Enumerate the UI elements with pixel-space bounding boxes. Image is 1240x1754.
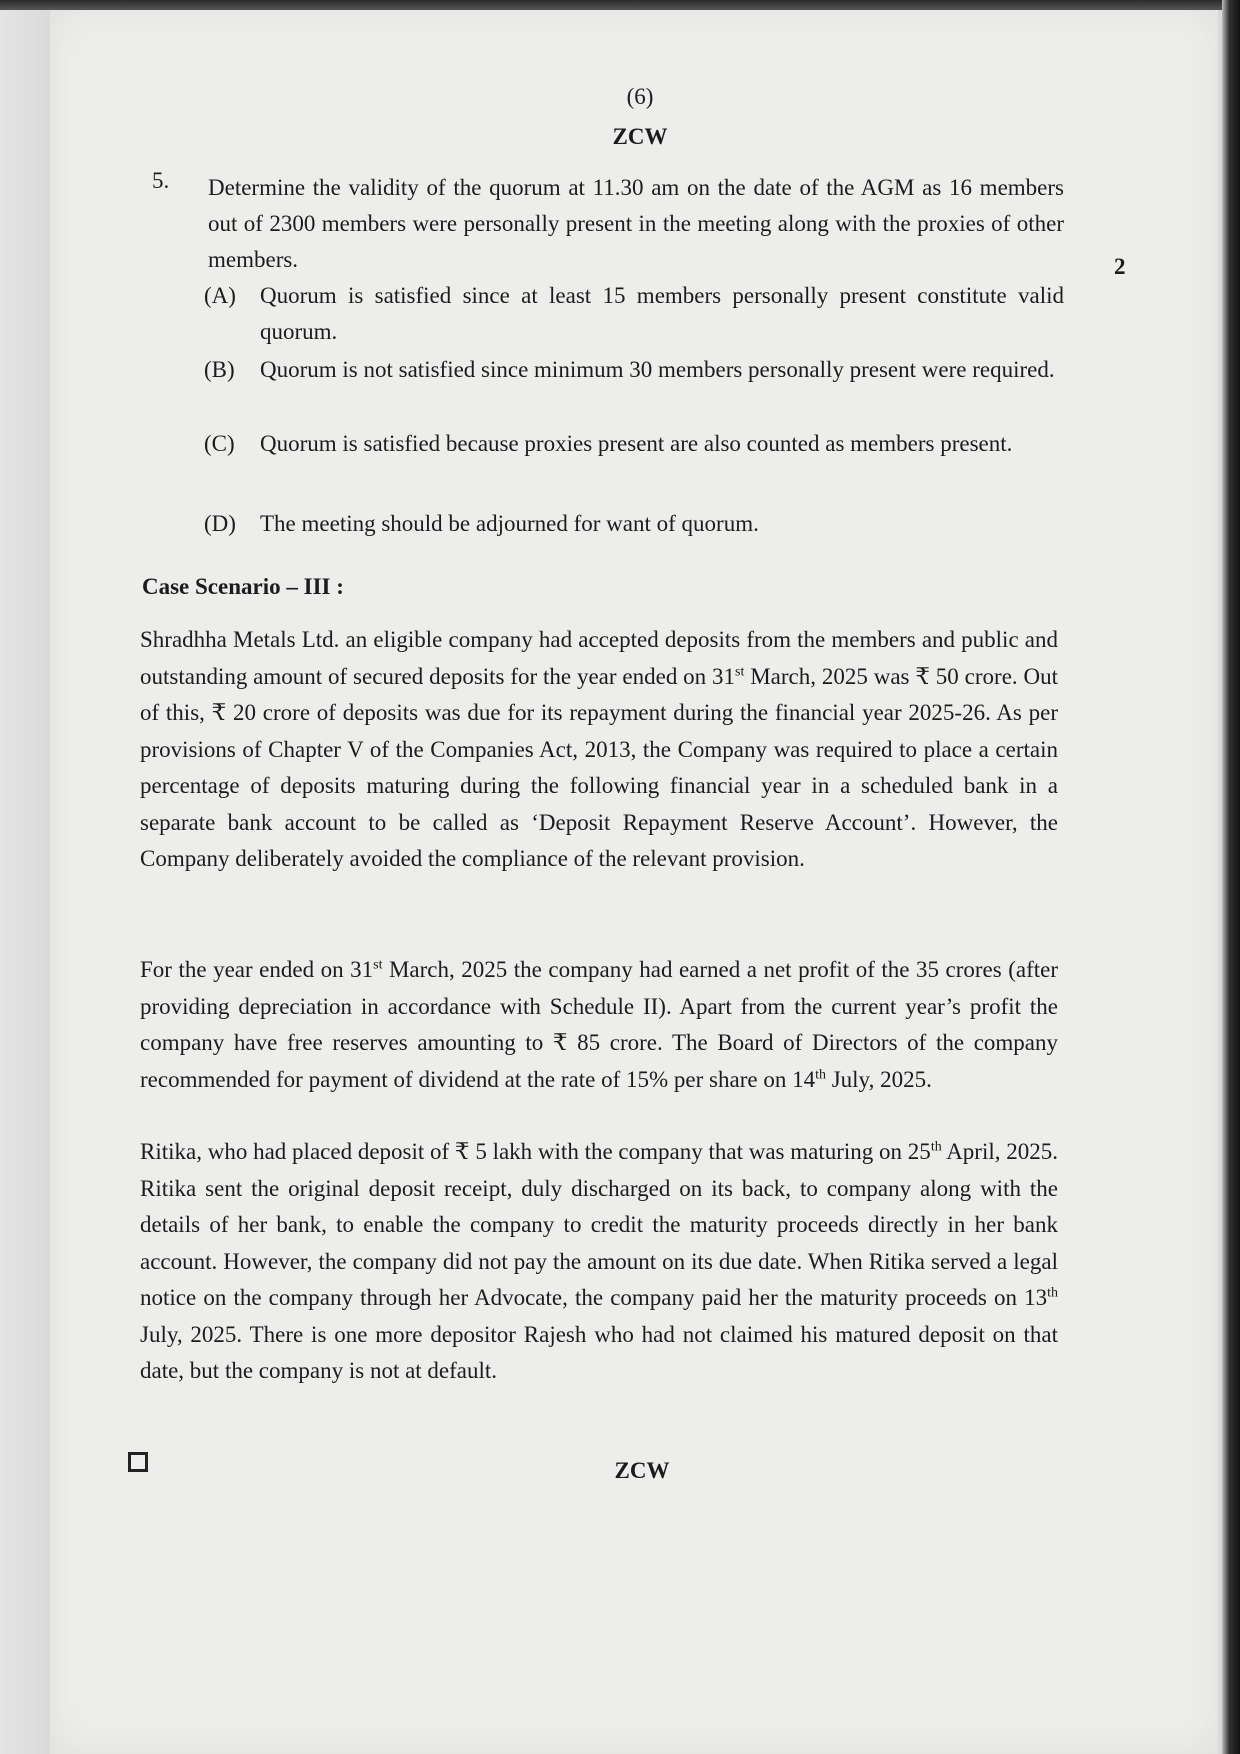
option-b [204,352,1064,388]
page-number: (6) [626,84,654,109]
option-text: Quorum is satisfied since at least 15 members personally present constitute valid quorum. [260,283,1064,344]
case-scenario-heading: Case Scenario – III : [142,574,344,599]
option-text: The meeting should be adjourned for want of quorum. [260,511,759,536]
case-paragraph-3: Ritika, who had placed deposit of ₹ 5 lakh with the company that was maturing on 25th April, 2025. Ritika sent the original deposit receipt, duly discharged on its back, to company along with the details of her bank, to enable the company to credit the maturity proceeds directly in her bank account. However, the company did not pay the amount on its due date. When Ritika served a legal notice on the company through her Advocate, the company paid her the maturity proceeds on 13th July, 2025. There is one more depositor Rajesh who had not claimed his matured deposit on that date, but the company is not at default. [140,1139,1058,1383]
paper-code-footer: ZCW [614,1458,670,1483]
scan-left-margin [0,0,50,1754]
scan-right-edge [1222,0,1240,1754]
option-d [204,506,1064,542]
option-label: (A) [204,283,236,308]
option-label: (B) [204,357,235,382]
option-label: (C) [204,431,235,456]
case-paragraph-1: Shradhha Metals Ltd. an eligible company had accepted deposits from the members and public and outstanding amount of secured deposits for the year ended on 31st March, 2025 was ₹ 50 crore. Out of this, ₹ 20 crore of deposits was due for its repayment during the financial year 2025-26. As per provisions of Chapter V of the Companies Act, 2013, the Company was required to place a certain percentage of deposits maturing during the following financial year in a scheduled bank in a separate bank account to be called as ‘Deposit Repayment Reserve Account’. However, the Company deliberately avoided the compliance of the relevant provision. [140,627,1058,871]
scan-top-edge [0,0,1240,10]
question-marks: 2 [1114,254,1126,279]
paper-code-header: ZCW [612,124,668,149]
option-a [204,278,1064,350]
square-bullet-icon [128,1452,148,1472]
question-number: 5. [152,168,170,193]
option-text: Quorum is satisfied because proxies present are also counted as members present. [260,431,1013,456]
option-c [204,426,1064,462]
option-label: (D) [204,511,236,536]
option-text: Quorum is not satisfied since minimum 30 members personally present were required. [260,357,1055,382]
case-paragraph-2: For the year ended on 31st March, 2025 the company had earned a net profit of the 35 crores (after providing depreciation in accordance with Schedule II). Apart from the current year’s profit the company have free reserves amounting to ₹ 85 crore. The Board of Directors of the company recommended for payment of dividend at the rate of 15% per share on 14th July, 2025. [140,957,1058,1092]
question-text: Determine the validity of the quorum at 11.30 am on the date of the AGM as 16 members out of 2300 members were personally present in the meeting along with the proxies of other members. [208,175,1064,272]
